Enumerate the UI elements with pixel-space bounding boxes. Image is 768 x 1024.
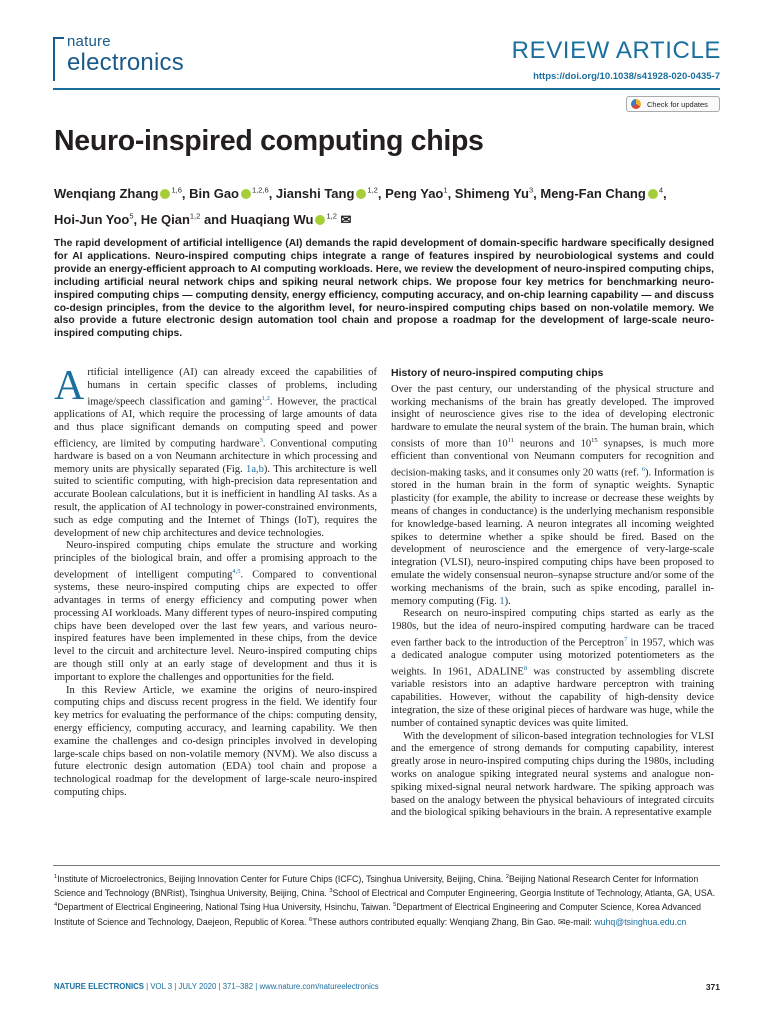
ref-link[interactable]: 6 [641, 466, 645, 474]
author-list [54, 180, 724, 231]
author-1[interactable]: Wenqiang Zhang $^{1,6}$, [54, 186, 190, 202]
logo-bracket [53, 37, 64, 81]
affiliations: $^1$Institute of Microelectronics, Beijing Innovation Center for Future Chips (ICFC), Tsinghua University, Beijing, China. $^2$Beijing National Research Center for Information Science and Technology (BNRist), Tsinghua University, Beijing, China. $^3$School of Electrical and Computer Engineering, Georgia Institute of Technology, Atlanta, GA, USA. $^4$Department of Electrical Engineering, National Tsing Hua University, Hsinchu, Taiwan. $^5$Department of Electrical Engineering and Computer Science, Korea Advanced Institute of Science and Technology, Daejeon, Republic of Korea. $^6$These authors contributed equally: Wenqiang Zhang, Bin Gao. ✉e-mail: wuhq@tsinghua.edu.cn [54, 873, 716, 927]
article-title: Neuro-inspired computing chips [54, 125, 484, 157]
figure-link[interactable]: 1 [499, 595, 505, 607]
left-column [54, 363, 378, 800]
author-8[interactable]: He Qian$^{1,2}$ and [140, 211, 231, 227]
header-rule [53, 88, 720, 90]
intro-paragraph-3: In this Review Article, we examine the origins of neuro-inspired computing chips and discuss recent progress in the field. We identify four key metrics for evaluating the performance of the chips: computing density, energy efficiency, computing accuracy, and learning capability. We then examine the challenges and co-design principles involved in developing large-scale chips based on non-volatile memory (NVM). We also discuss a future electronic design automation (EDA) tool chain and propose a technological roadmap for the development of large-scale neuro-inspired computing chips. [54, 684, 377, 799]
orcid-icon[interactable] [241, 189, 251, 199]
right-column [391, 367, 714, 820]
ref-link[interactable]: 4,5 [232, 567, 241, 575]
ref-link[interactable]: 8 [523, 665, 528, 673]
article-type: REVIEW ARTICLE [511, 37, 721, 64]
abstract: The rapid development of artificial intelligence (AI) demands the rapid development of domain-specific hardware specifically designed for AI applications. Neuro-inspired computing chips integrate a range of features inspired by neurobiological systems and could provide an energy-efficient approach to AI computing workloads. Here, we review the development of neuro-inspired computing chips, including artificial neural network chips and spiking neural network chips. We propose four key metrics for benchmarking neuro-inspired computing chips — computing density, energy efficiency, computing accuracy, and on-chip learning capability — and discuss co-design principles, from the device to the algorithm level, for neuro-inspired computing chips based on non-volatile memory. We also provide a future electronic design automation tool chain and propose a roadmap for the development of large-scale neuro-inspired computing chips. [54, 238, 714, 340]
history-paragraph-3: With the development of silicon-based integration technologies for VLSI and the emergence of strong demands for computing capability, interest greatly arose in neuro-inspired computing chips during the 1980s, including works on analogue spiking integrated neural systems and analogue non-spiking mixed-signal neural network hardware. The spiking approach was based on the analogy between the physical behaviours of integrated circuits and the biological spiking behaviours in the brain. A representative example [391, 730, 714, 819]
author-2[interactable]: Bin Gao $^{1,2,6}$, [189, 186, 276, 202]
orcid-icon[interactable] [315, 215, 325, 225]
author-6[interactable]: Meng-Fan Chang $^4$, [540, 186, 667, 202]
logo-line1: nature [67, 33, 111, 50]
drop-cap: A [54, 363, 85, 409]
logo-line2: electronics [67, 49, 184, 76]
intro-paragraph-2: Neuro-inspired computing chips emulate the structure and working principles of the biological brain, and offer a promising approach to the development of intelligent computing$^{4,5}$. Compared to conventional systems, these neuro-inspired computing chips are expected to offer advantages in terms of energy efficiency and computing power when processing AI workloads. Many different types of neuro-inspired computing chips have been developed over the last few years, and various neuro-inspired features have been implemented in these chips, from the device level to the circuit and architecture level. Neuro-inspired computing chips are though still only at an early stage of development and thus it is important to explore the challenges and opportunities for the field. [54, 540, 377, 683]
email-icon: ✉ [558, 916, 566, 927]
orcid-icon[interactable] [356, 189, 366, 199]
check-for-updates-button[interactable] [626, 96, 720, 112]
footnote-rule [53, 865, 720, 866]
crossmark-icon [631, 99, 641, 109]
author-9[interactable]: Huaqiang Wu $^{1,2}$ ✉ [230, 211, 352, 227]
footer-journal: NATURE ELECTRONICS [54, 982, 144, 991]
orcid-icon[interactable] [648, 189, 658, 199]
history-paragraph-1: Over the past century, our understanding of the physical structure and working mechanisms of the brain has greatly developed. The improved insight of neuroscience gives rise to the idea of developing electronic hardware to emulate the neural system of the brain. The human brain, which consists of more than $10^{11}$ neurons and $10^{15}$ synapses, is much more efficient than conventional von Neumann computers for recognition and decision-making tasks, and it consumes only 20 watts (ref. $^6$). Information is stored in the human brain in the form of synaptic weights. Synaptic plasticity (for example, the ability to increase or decrease these weights by means of changes in conductance) is the underlying mechanism responsible for knowledge-based learning. A neuron integrates all incoming weighted spikes to determine whether a spike should be fired. Based on the development of neuroscience and the emergence of very-large-scale integration (VLSI), neuro-inspired computing chips have been proposed to emulate the widely consensual neuron–synapse structure and/or some of the working mechanisms of the brain, such as spike encoding, parallel in-memory computing (Fig. 1). [391, 383, 714, 607]
history-paragraph-2: Research on neuro-inspired computing chips started as early as the 1980s, but the idea of neuro-inspired computing hardware can be traced even farther back to the introduction of the Perceptron$^7$ in 1957, which was a dedicated analogue computer using motorized potentiometers as the weights. In 1961, ADALINE$^8$ was constructed by assembling discrete variable resistors into an adaptive hardware perceptron with training capabilities. However, without the capability of high-density device integration, the size of these original pieces of hardware was huge, while the number of contained synaptic devices was quite limited. [391, 608, 715, 729]
email-icon[interactable]: ✉ [336, 211, 352, 227]
intro-paragraph-1: Artificial intelligence (AI) can already exceed the capabilities of humans in certain specific classes of problems, including image/speech classification and gaming$^{1,2}$. However, the practical applications of AI, which require the processing of large amounts of data and thus place significant demands on computing speed and power efficiency, are limited by computing hardware$^3$. Conventional computing hardware is based on a von Neumann architecture in which processing and memory units are physically separated (Fig. 1a,b). This architecture is well suited to scientific computing, with high-precision data representation and accurate Boolean calculations, but it is inefficient in handling AI tasks. As a result, the application of AI technology in power-constrained environments, such as edge computing and the Internet of Things (IoT), requires the development of new chip architectures and device technologies. [54, 363, 378, 539]
author-3[interactable]: Jianshi Tang $^{1,2}$, [275, 186, 386, 202]
author-4[interactable]: Peng Yao$^1$, [385, 186, 455, 202]
journal-url-link[interactable]: www.nature.com/natureelectronics [259, 982, 379, 991]
doi-link[interactable]: https://doi.org/10.1038/s41928-020-0435-7 [533, 71, 720, 82]
ref-link[interactable]: 3 [259, 436, 263, 444]
section-heading: History of neuro-inspired computing chips [391, 367, 604, 379]
ref-link[interactable]: 1,2 [261, 394, 270, 402]
page-number: 371 [705, 982, 720, 992]
ref-link[interactable]: 7 [624, 635, 628, 643]
author-7[interactable]: Hoi-Jun Yoo$^5$, [54, 211, 141, 227]
orcid-icon[interactable] [160, 189, 170, 199]
author-5[interactable]: Shimeng Yu$^3$, [454, 186, 541, 202]
figure-link[interactable]: 1a,b [246, 463, 264, 475]
check-updates-label: Check for updates [647, 99, 708, 109]
email-link[interactable]: wuhq@tsinghua.edu.cn [594, 916, 687, 927]
journal-logo [53, 33, 203, 88]
footer: NATURE ELECTRONICS | VOL 3 | JULY 2020 | 371–382 | www.nature.com/natureelectronics [54, 982, 379, 991]
